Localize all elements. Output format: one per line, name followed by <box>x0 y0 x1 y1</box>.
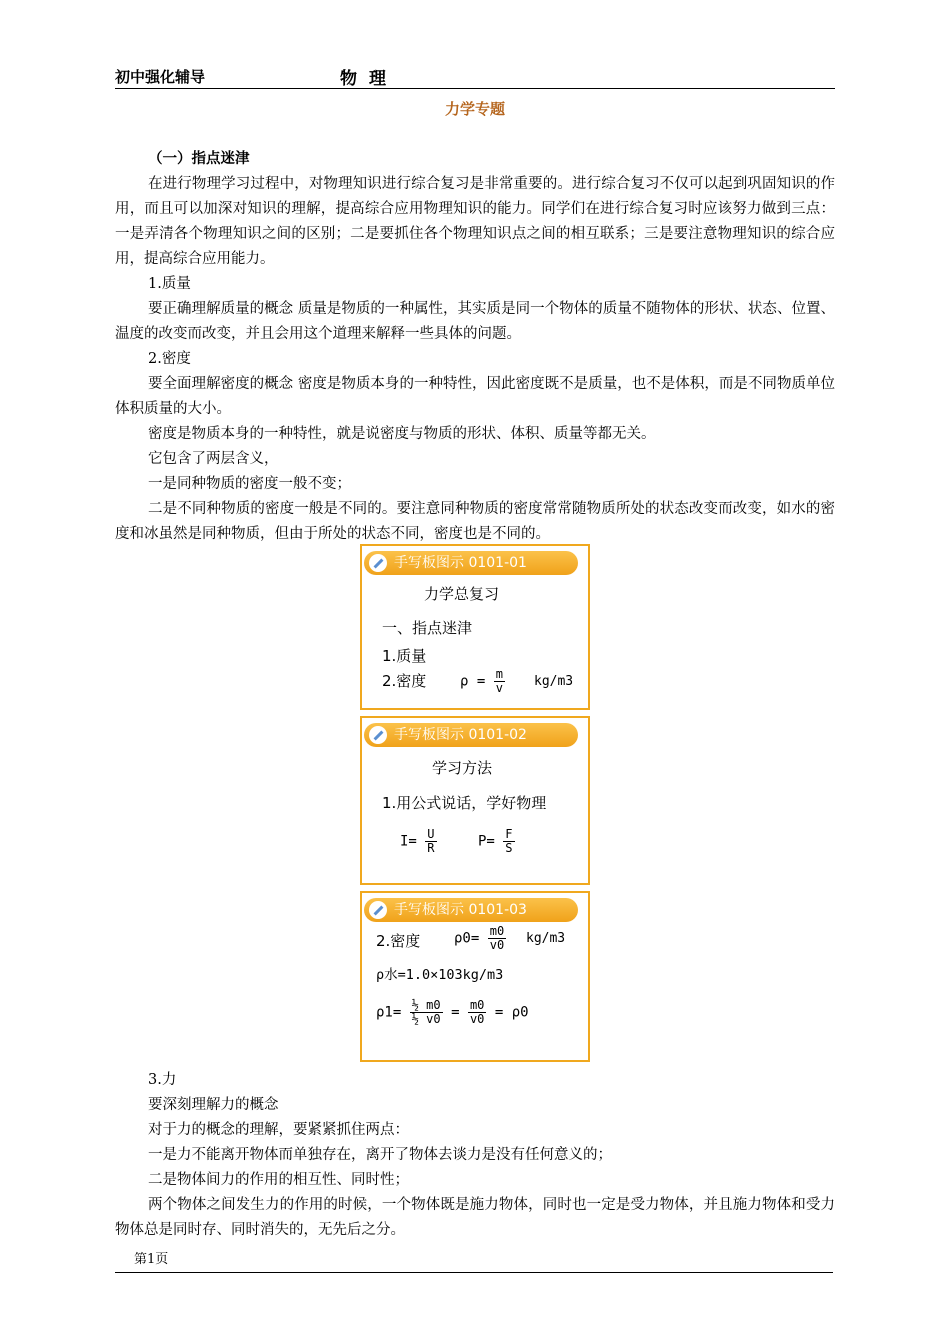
footer-divider <box>115 1272 833 1273</box>
board-line: 2.密度 <box>382 672 427 690</box>
fraction-denominator: ½ v0 <box>411 1012 441 1026</box>
fraction-numerator: m0 <box>469 998 485 1012</box>
board-title: 学习方法 <box>432 759 493 777</box>
unit-label: kg/m3 <box>526 931 566 946</box>
force-title: 3.力 <box>148 1072 177 1088</box>
fraction-numerator: U <box>427 827 435 841</box>
force-line: 对于力的概念的理解，要紧紧抓住两点： <box>148 1122 409 1138</box>
fraction-numerator: m0 <box>489 924 505 938</box>
header-subject: 物理 <box>340 69 398 89</box>
fraction-denominator: v <box>495 681 503 695</box>
board-line: 1.质量 <box>382 647 427 665</box>
header-course: 初中强化辅导 <box>115 68 206 86</box>
force-line: 一是力不能离开物体而单独存在，离开了物体去谈力是没有任何意义的； <box>148 1147 612 1163</box>
density-paragraph-5: 二是不同种物质的密度一般是不同的。要注意同种物质的密度常常随物质所处的状态改变而改变，如水的密度和冰虽然是同种物质，但由于所处的状态不同，密度也是不同的。 <box>115 501 835 542</box>
pen-icon <box>369 726 387 744</box>
board-tag-label: 手写板图示 0101-01 <box>394 555 527 571</box>
board-0101-02 <box>360 716 590 885</box>
density-paragraph-3: 它包含了两层含义， <box>148 451 279 467</box>
fraction <box>425 828 436 855</box>
formula-lhs: P= <box>478 833 495 850</box>
board-tag <box>364 898 578 922</box>
board-line: 一、指点迷津 <box>382 619 473 637</box>
fraction-denominator: v0 <box>489 938 505 952</box>
density-paragraph-4: 一是同种物质的密度一般不变； <box>148 476 351 492</box>
section-3 <box>115 1068 835 1243</box>
page-title: 力学专题 <box>444 100 505 118</box>
page-number: 第1页 <box>134 1252 169 1267</box>
board-tag-label: 手写板图示 0101-02 <box>394 727 527 743</box>
density-formula <box>454 925 506 952</box>
page-header <box>115 66 835 89</box>
equals-sign: = <box>451 1004 460 1021</box>
fraction-numerator: m <box>495 667 503 681</box>
pen-icon <box>369 554 387 572</box>
board-0101-03 <box>360 891 590 1062</box>
fraction <box>503 828 514 855</box>
section-1 <box>115 147 835 547</box>
density-formula <box>460 668 505 695</box>
fraction <box>410 999 443 1026</box>
unit-label: kg/m3 <box>534 674 574 689</box>
intro-paragraph: 在进行物理学习过程中，对物理知识进行综合复习是非常重要的。进行综合复习不仅可以起到巩固知识的作用，而且可以加深对知识的理解，提高综合应用物理知识的能力。同学们在进行综合复习时应该努力做到三点：一是弄清各个物理知识之间的区别；二是要抓住各个物理知识点之间的相互联系；三是要注意物理知识的综合应用，提高综合应用能力。 <box>115 176 835 267</box>
board-tag <box>364 723 578 747</box>
force-line: 二是物体间力的作用的相互性、同时性； <box>148 1172 409 1188</box>
fraction-denominator: S <box>505 841 513 855</box>
current-formula <box>400 828 437 855</box>
mass-title: 1.质量 <box>148 276 191 292</box>
fraction <box>494 668 505 695</box>
pen-icon <box>369 901 387 919</box>
formula-lhs: I= <box>400 833 417 850</box>
fraction-numerator: F <box>505 827 513 841</box>
handwriting-boards <box>360 544 590 1068</box>
formula-rhs: = ρ0 <box>494 1004 529 1021</box>
board-line: 2.密度 <box>376 932 421 950</box>
board-line: 1.用公式说话，学好物理 <box>382 794 547 812</box>
board-tag-label: 手写板图示 0101-03 <box>394 902 527 918</box>
formula-lhs: ρ1= <box>376 1004 402 1021</box>
rho-symbol: ρ = <box>460 673 486 690</box>
formula-lhs: ρ0= <box>454 930 480 947</box>
fraction-denominator: R <box>427 841 435 855</box>
density-title: 2.密度 <box>148 351 191 367</box>
fraction-numerator: ½ m0 <box>411 998 441 1012</box>
force-line: 要深刻理解力的概念 <box>148 1097 279 1113</box>
density-paragraph-1: 要全面理解密度的概念 密度是物质本身的一种特性，因此密度既不是质量，也不是体积，而是不同物质单位体积质量的大小。 <box>115 376 835 417</box>
water-density: ρ水=1.0×103kg/m3 <box>376 967 504 983</box>
fraction <box>488 925 506 952</box>
rho1-formula <box>376 999 529 1026</box>
section-heading: （一）指点迷津 <box>148 151 250 167</box>
board-tag <box>364 551 578 575</box>
force-paragraph: 两个物体之间发生力的作用的时候，一个物体既是施力物体，同时也一定是受力物体，并且施力物体和受力物体总是同时存、同时消失的，无先后之分。 <box>115 1197 835 1238</box>
board-0101-01 <box>360 544 590 710</box>
mass-paragraph: 要正确理解质量的概念 质量是物质的一种属性，其实质是同一个物体的质量不随物体的形状、状态、位置、温度的改变而改变，并且会用这个道理来解释一些具体的问题。 <box>115 301 835 342</box>
board-title: 力学总复习 <box>424 585 500 603</box>
pressure-formula <box>478 828 515 855</box>
density-paragraph-2: 密度是物质本身的一种特性，就是说密度与物质的形状、体积、质量等都无关。 <box>148 426 656 442</box>
fraction-denominator: v0 <box>469 1012 485 1026</box>
fraction <box>468 999 486 1026</box>
